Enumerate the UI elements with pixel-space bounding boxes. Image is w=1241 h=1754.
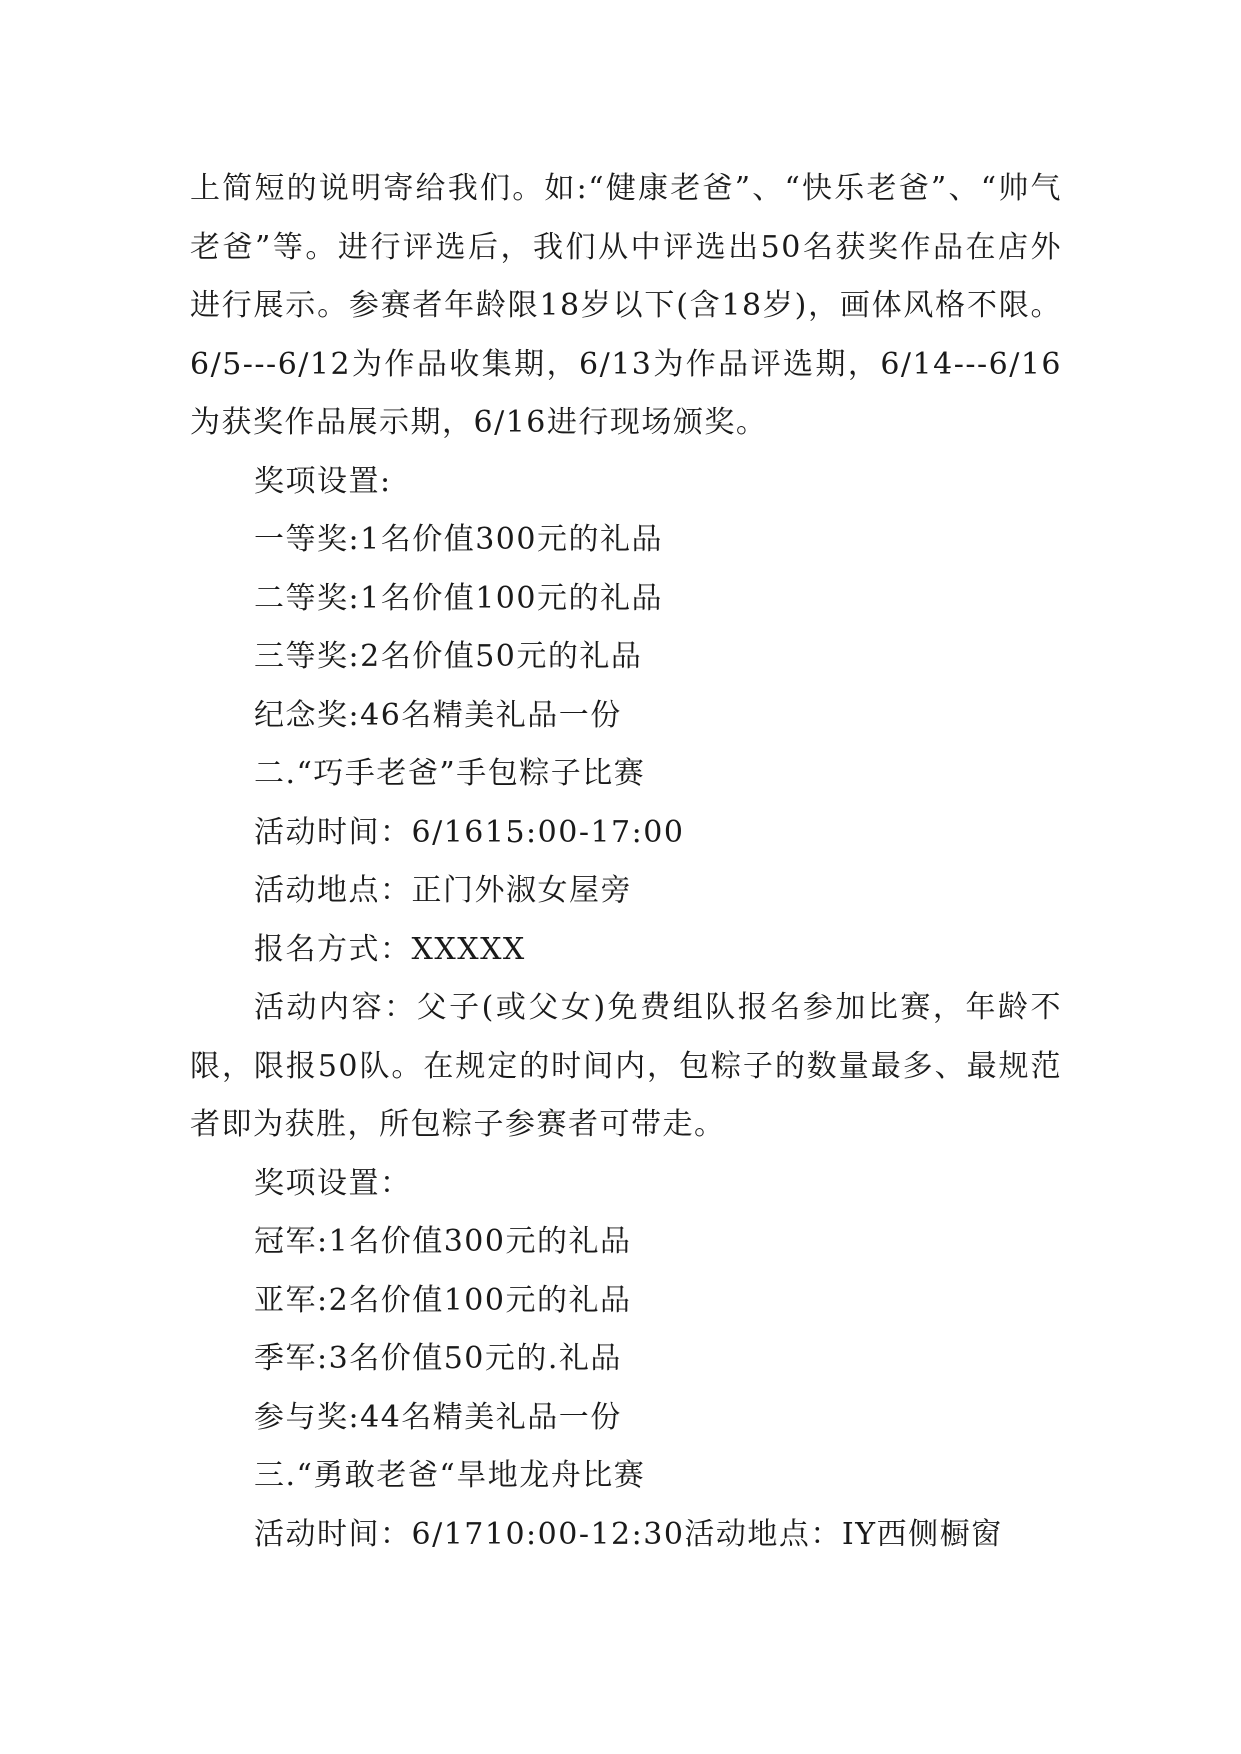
paragraph-awards-heading-2: 奖项设置： <box>254 1165 412 1201</box>
paragraph-event-time-location: 活动时间：6/1710:00-12:30活动地点：IY西侧橱窗 <box>254 1516 1003 1552</box>
paragraph-first-prize: 一等奖:1名价值300元的礼品 <box>254 522 663 557</box>
paragraph-souvenir-prize: 纪念奖:46名精美礼品一份 <box>254 697 622 733</box>
paragraph-contest-description: 上简短的说明寄给我们。如:“健康老爸”、“快乐老爸”、“帅气老爸”等。进行评选后，我们从中评选出50名获奖作品在店外进行展示。参赛者年龄限18岁以下(含18岁)，画体风格不限。6/5---6/12为作品收集期，6/13为作品评选期，6/14---6/16为获奖作品展示期，6/16进行现场颁奖。 <box>190 171 1062 440</box>
paragraph-event-time: 活动时间：6/1615:00-17:00 <box>254 814 685 850</box>
paragraph-second-prize: 二等奖:1名价值100元的礼品 <box>254 580 663 616</box>
section-heading-dragon-boat: 三.“勇敢老爸“旱地龙舟比赛 <box>254 1458 646 1493</box>
paragraph-runner-up: 亚军:2名价值100元的礼品 <box>254 1282 632 1318</box>
paragraph-champion: 冠军:1名价值300元的礼品 <box>254 1224 632 1259</box>
paragraph-event-location: 活动地点：正门外淑女屋旁 <box>254 873 632 908</box>
paragraph-participation-prize: 参与奖:44名精美礼品一份 <box>254 1399 622 1435</box>
paragraph-third-prize: 三等奖:2名价值50元的礼品 <box>254 639 643 674</box>
paragraph-third-place: 季军:3名价值50元的.礼品 <box>254 1341 622 1376</box>
paragraph-event-content: 活动内容：父子(或父女)免费组队报名参加比赛，年龄不限，限报50队。在规定的时间内，包粽子的数量最多、最规范者即为获胜，所包粽子参赛者可带走。 <box>190 990 1062 1142</box>
paragraph-awards-heading: 奖项设置: <box>254 463 392 499</box>
paragraph-registration: 报名方式：XXXXX <box>254 931 526 967</box>
document-body <box>190 160 1062 1564</box>
section-heading-zongzi: 二.“巧手老爸”手包粽子比赛 <box>254 756 646 791</box>
